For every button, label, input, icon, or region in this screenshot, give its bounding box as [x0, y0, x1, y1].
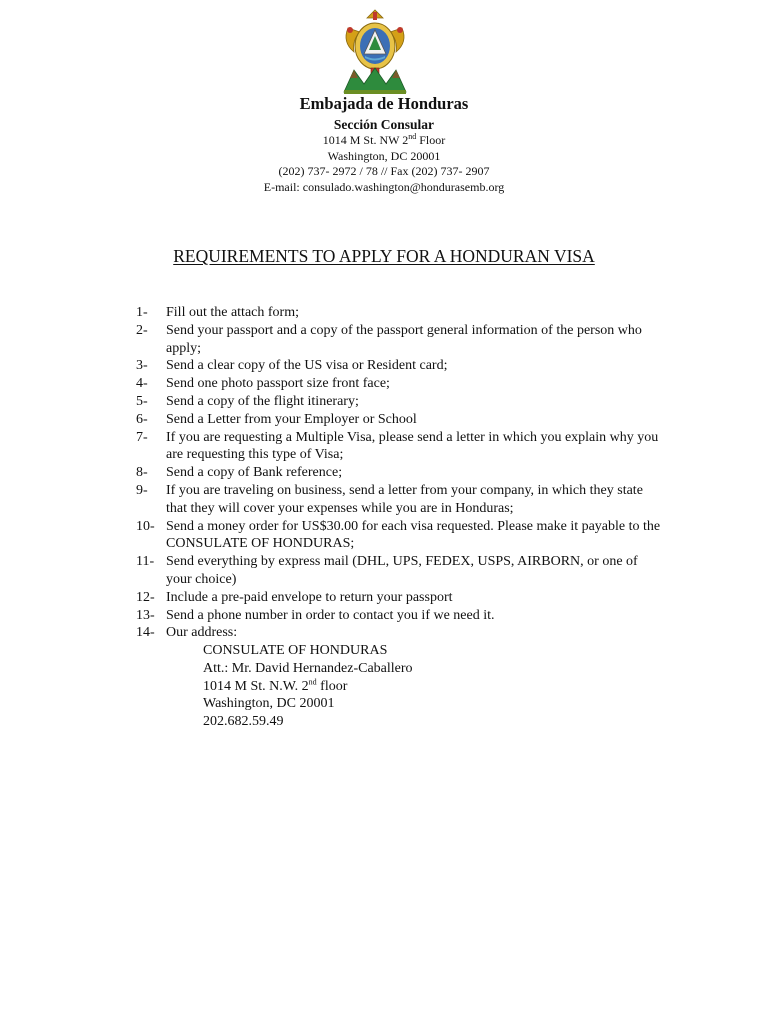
list-item-text: Our address:: [166, 625, 238, 641]
list-item-text: Fill out the attach form;: [166, 305, 299, 320]
list-item-number: 14-: [136, 625, 155, 641]
organization-name: Embajada de Honduras: [299, 94, 469, 113]
list-item-text: Send a clear copy of the US visa or Resident card;: [166, 358, 448, 374]
list-item: [136, 589, 666, 607]
list-item-text: Send everything by express mail (DHL, UPS, FEDEX, USPS, AIRBORN, or one of your choice): [166, 554, 638, 587]
phone-fax: (202) 737- 2972 / 78 // Fax (202) 737- 2907: [278, 164, 490, 178]
list-item-text: Send a phone number in order to contact you if we need it.: [166, 607, 495, 623]
honduras-coat-of-arms: [340, 8, 410, 96]
list-item: [136, 429, 666, 465]
list-item-number: 12-: [136, 589, 155, 605]
list-item: [136, 375, 666, 393]
list-item: [136, 624, 666, 642]
list-item-number: 5-: [136, 393, 148, 409]
list-item: [136, 357, 666, 375]
list-item-number: 7-: [136, 429, 148, 445]
list-item-text: Send a money order for US$30.00 for each visa requested. Please make it payable to the CONSULATE OF HONDURAS;: [166, 518, 661, 552]
list-item-number: 6-: [136, 411, 148, 427]
list-item-number: 4-: [136, 376, 148, 392]
address-attention: Att.: Mr. David Hernandez-Caballero: [203, 660, 413, 676]
address-phone: 202.682.59.49: [203, 714, 284, 730]
list-item: [136, 607, 666, 625]
list-item: [136, 393, 666, 411]
list-item-text: If you are traveling on business, send a letter from your company, in which they state that they will cover your expenses while you are in Honduras;: [166, 482, 643, 516]
list-item-number: 3-: [136, 358, 148, 374]
list-item-text: Send a copy of Bank reference;: [166, 465, 343, 481]
list-item: [136, 411, 666, 429]
list-item-text: Send a copy of the flight itinerary;: [166, 393, 359, 409]
mailing-address: [203, 642, 413, 731]
list-item-number: 10-: [136, 518, 155, 534]
list-item: [136, 482, 666, 518]
list-item-text: Send one photo passport size front face;: [166, 376, 390, 392]
section-name: Sección Consular: [333, 117, 435, 132]
list-item-text: If you are requesting a Multiple Visa, please send a letter in which you explain why you are requesting this type of Visa;: [166, 429, 659, 463]
letterhead: [0, 94, 768, 195]
list-item-number: 1-: [136, 305, 148, 320]
list-item: [136, 322, 666, 358]
email: E-mail: consulado.washington@hondurasemb.org: [263, 179, 505, 194]
list-item-text: Send a Letter from your Employer or School: [166, 411, 417, 427]
list-item: [136, 304, 666, 322]
list-item-number: 8-: [136, 465, 148, 481]
address-street: 1014 M St. N.W. 2nd floor: [203, 676, 348, 694]
address-line-2: Washington, DC 20001: [327, 148, 441, 163]
list-item-number: 13-: [136, 607, 155, 623]
list-item-text: Include a pre-paid envelope to return your passport: [166, 589, 453, 605]
address-city: Washington, DC 20001: [203, 696, 335, 712]
list-item: [136, 518, 666, 554]
list-item: [136, 464, 666, 482]
address-line-1: 1014 M St. NW 2nd Floor: [322, 132, 446, 147]
document-title: REQUIREMENTS TO APPLY FOR A HONDURAN VISA: [173, 246, 595, 266]
list-item-number: 9-: [136, 482, 148, 498]
list-item-text: Send your passport and a copy of the passport general information of the person who apply;: [166, 322, 642, 356]
list-item: [136, 553, 666, 589]
address-name: CONSULATE OF HONDURAS: [203, 643, 388, 658]
list-item-number: 11-: [136, 554, 155, 570]
requirements-list: [136, 304, 666, 642]
list-item-number: 2-: [136, 322, 148, 338]
